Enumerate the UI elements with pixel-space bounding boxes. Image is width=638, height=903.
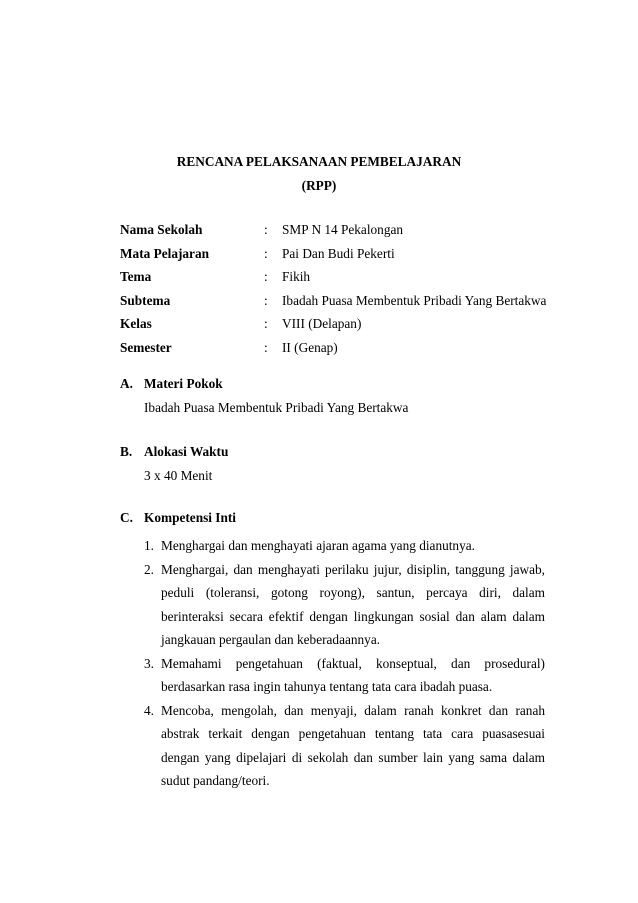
info-row-theme xyxy=(120,269,560,293)
list-item xyxy=(144,558,550,652)
info-row-subject xyxy=(120,246,560,270)
section-title: Alokasi Waktu xyxy=(144,444,229,459)
info-colon: : xyxy=(264,292,268,308)
info-colon: : xyxy=(264,339,268,355)
competency-list xyxy=(120,534,550,793)
info-row-school xyxy=(120,222,560,246)
section-title: Materi Pokok xyxy=(144,376,223,391)
info-value: VIII (Delapan) xyxy=(282,316,362,331)
section-body: Ibadah Puasa Membentuk Pribadi Yang Bertakwa xyxy=(144,400,409,415)
section-title: Kompetensi Inti xyxy=(144,510,236,525)
info-label: Kelas xyxy=(120,316,152,331)
document-subtitle: (RPP) xyxy=(301,178,337,193)
document-title: RENCANA PELAKSANAAN PEMBELAJARAN xyxy=(176,154,462,169)
info-colon: : xyxy=(264,245,268,261)
identity-table xyxy=(120,222,560,363)
section-letter: B. xyxy=(120,444,133,459)
info-colon: : xyxy=(264,269,268,284)
list-item xyxy=(144,534,550,558)
section-materi-pokok xyxy=(120,376,550,416)
list-number: 4. xyxy=(144,702,154,718)
section-alokasi-waktu xyxy=(120,444,550,484)
info-colon: : xyxy=(264,316,268,331)
info-value: SMP N 14 Pekalongan xyxy=(282,222,404,237)
section-body: 3 x 40 Menit xyxy=(144,468,213,483)
list-text: Memahami pengetahuan (faktual, konseptual, dan prosedural) berdasarkan rasa ingin tahunya tentang tata cara ibadah puasa. xyxy=(161,655,545,694)
section-kompetensi-inti xyxy=(120,510,550,793)
list-text: Menghargai dan menghayati ajaran agama yang dianutnya. xyxy=(161,538,475,553)
list-number: 1. xyxy=(144,538,154,553)
list-item xyxy=(144,652,550,699)
info-label: Nama Sekolah xyxy=(120,222,203,237)
list-number: 2. xyxy=(144,561,154,577)
section-letter: C. xyxy=(120,510,133,525)
section-letter: A. xyxy=(120,376,133,391)
info-label: Semester xyxy=(120,339,172,355)
info-value: II (Genap) xyxy=(282,339,338,355)
info-value: Pai Dan Budi Pekerti xyxy=(282,245,395,261)
list-text: Mencoba, mengolah, dan menyaji, dalam ranah konkret dan ranah abstrak terkait dengan pengetahuan tentang tata cara puasasesuai dengan yang dipelajari di sekolah dan sumber lain yang sama dalam sudut pandang/teori. xyxy=(161,702,545,788)
list-text: Menghargai, dan menghayati perilaku jujur, disiplin, tanggung jawab, peduli (toleransi, gotong royong), santun, percaya diri, dalam berinteraksi secara efektif dengan lingkungan sosial dan alam dalam jangkauan pergaulan dan keberadaannya. xyxy=(161,561,545,647)
info-value: Fikih xyxy=(282,269,311,284)
info-row-subtheme xyxy=(120,293,560,317)
section-heading xyxy=(120,444,550,468)
info-value: Ibadah Puasa Membentuk Pribadi Yang Bertakwa xyxy=(282,292,547,308)
info-label: Subtema xyxy=(120,292,171,308)
list-item xyxy=(144,699,550,793)
section-heading xyxy=(120,376,550,400)
info-colon: : xyxy=(264,222,268,237)
info-label: Mata Pelajaran xyxy=(120,245,209,261)
info-row-class xyxy=(120,316,560,340)
info-row-semester xyxy=(120,340,560,364)
section-heading xyxy=(120,510,550,534)
info-label: Tema xyxy=(120,269,152,284)
list-number: 3. xyxy=(144,655,154,671)
